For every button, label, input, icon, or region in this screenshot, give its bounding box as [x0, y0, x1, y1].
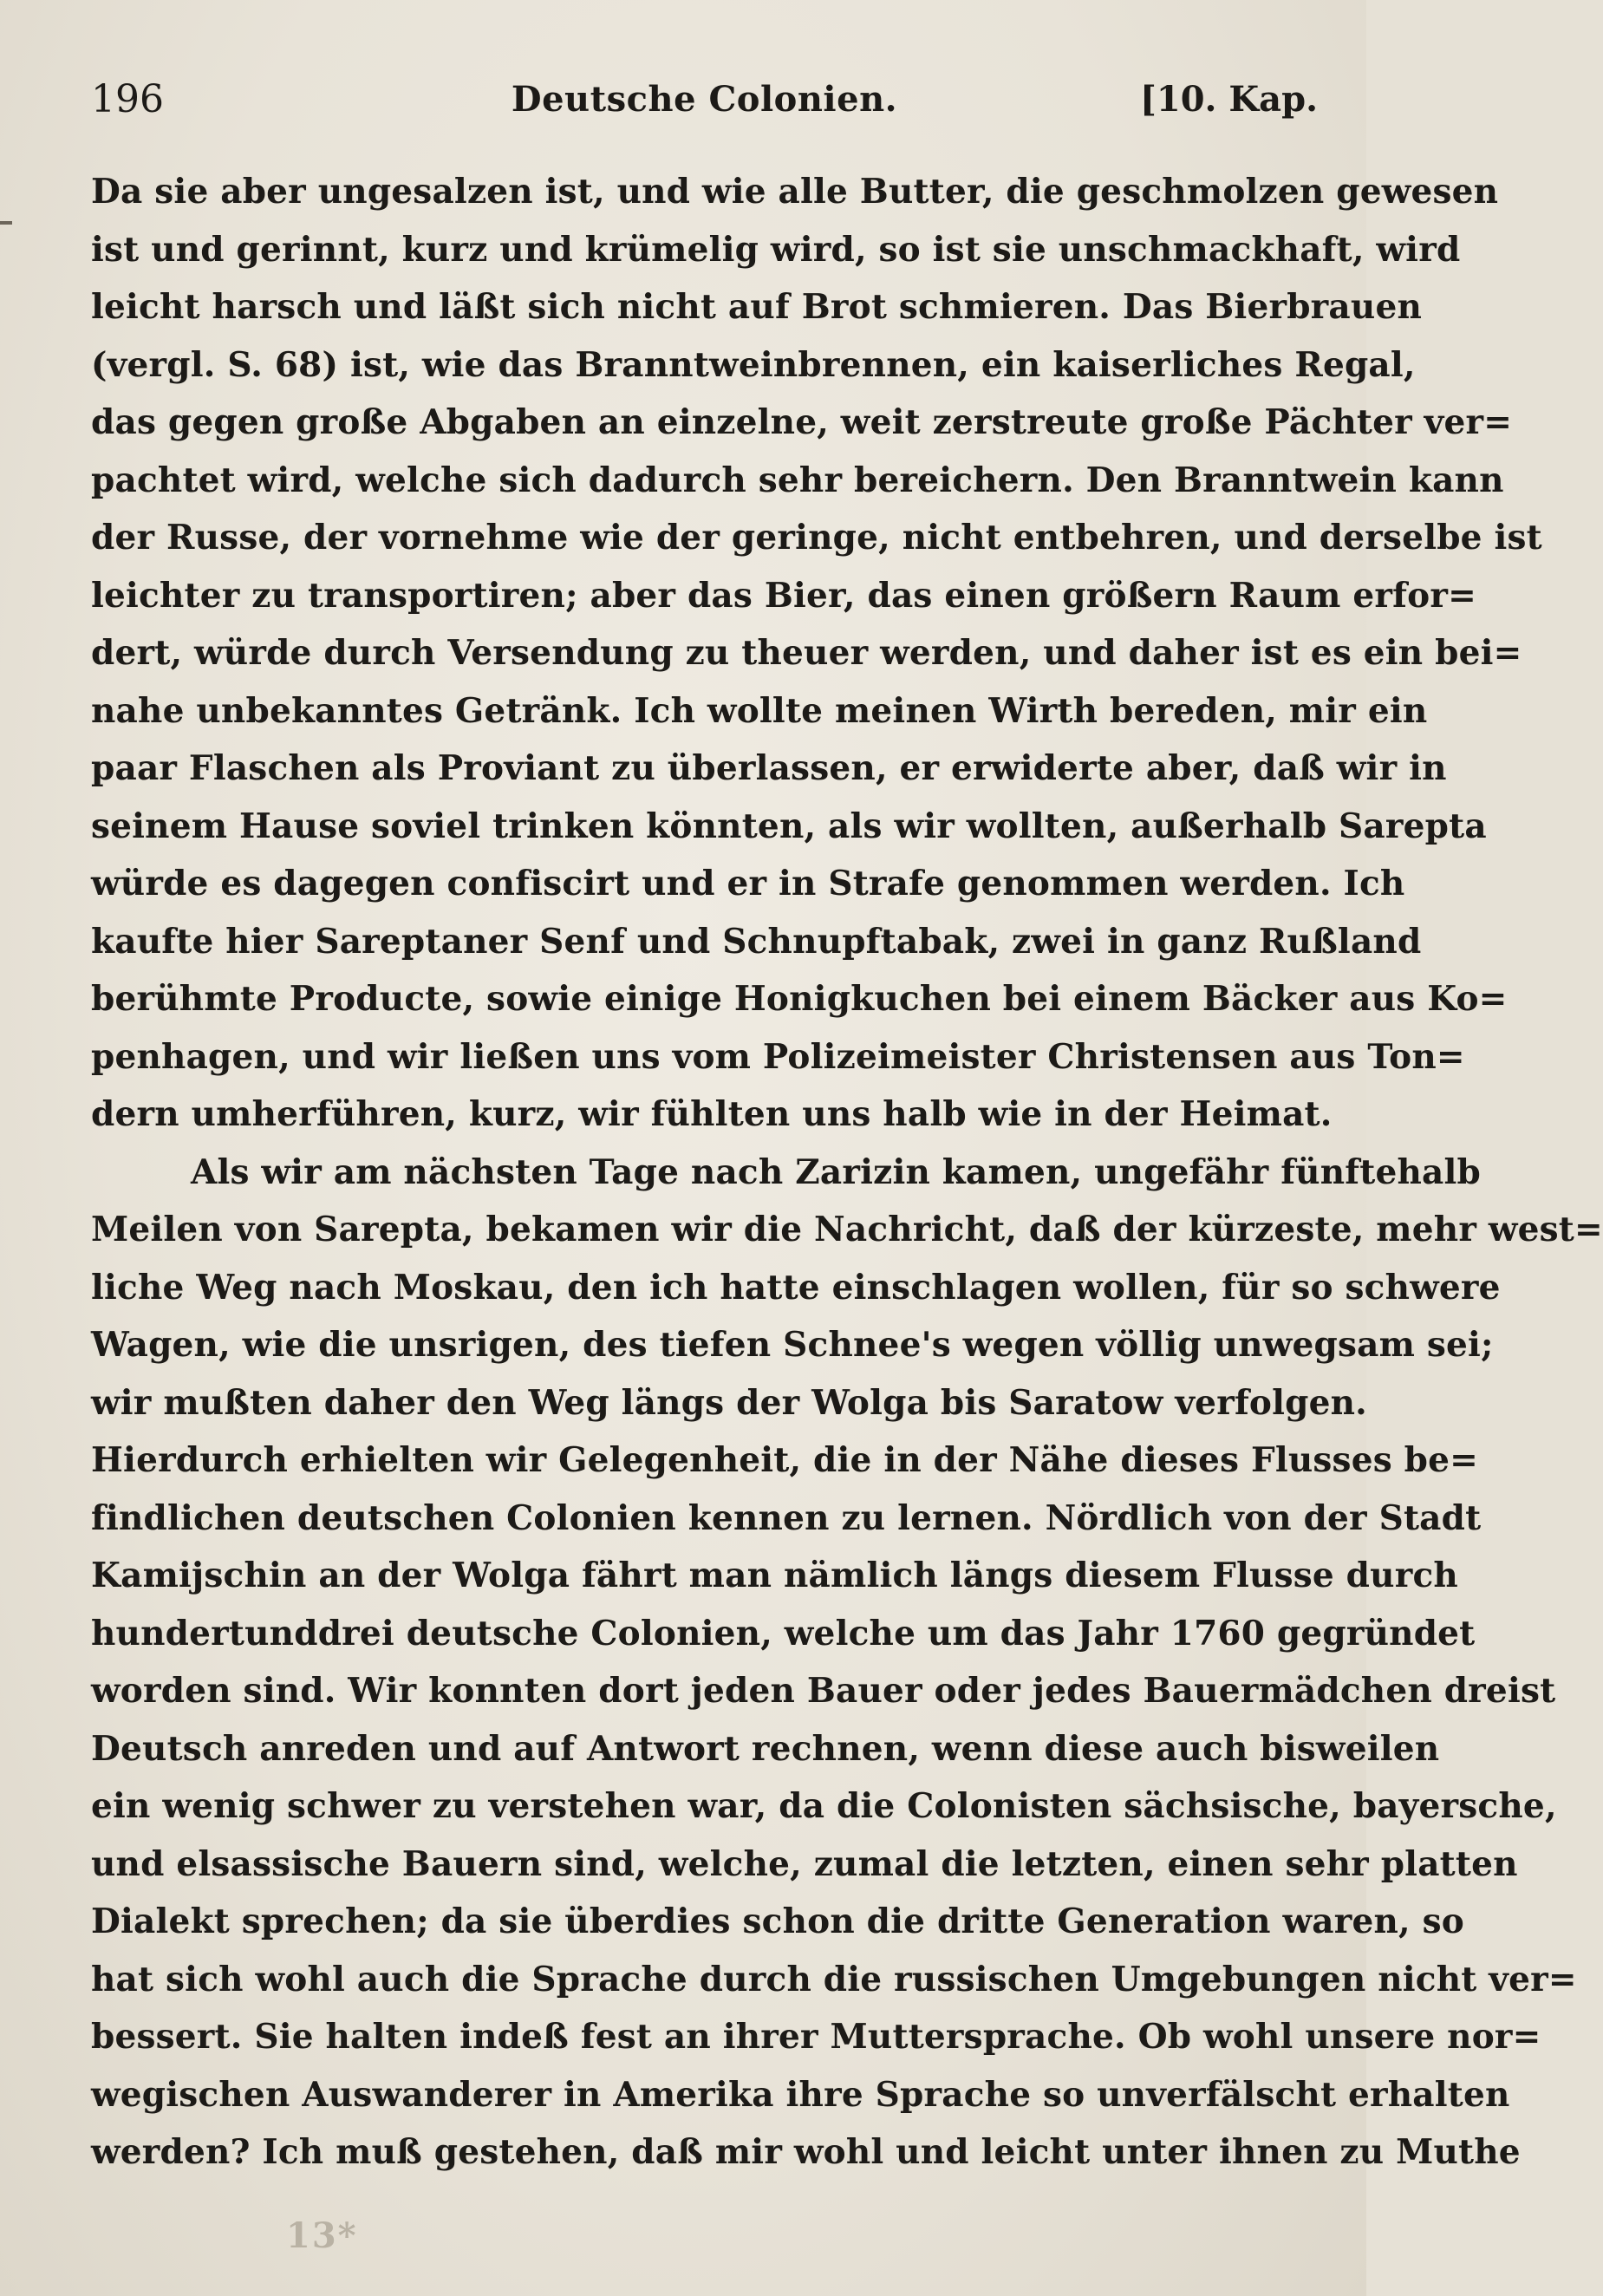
text-line: leicht harsch und läßt sich nicht auf Brot schmieren. Das Bierbrauen [91, 287, 1423, 327]
text-line: leichter zu transportiren; aber das Bier, das einen größern Raum erfor= [91, 575, 1476, 616]
text-line: würde es dagegen confiscirt und er in Strafe genommen werden. Ich [91, 864, 1405, 903]
text-line: findlichen deutschen Colonien kennen zu lernen. Nördlich von der Stadt [91, 1497, 1482, 1538]
text-line: Hierdurch erhielten wir Gelegenheit, die in der Nähe dieses Flusses be= [91, 1440, 1479, 1480]
text-line: das gegen große Abgaben an einzelne, weit zerstreute große Pächter ver= [91, 402, 1513, 442]
chapter-reference: [10. Kap. [1139, 79, 1318, 120]
text-line: hat sich wohl auch die Sprache durch die russischen Umgebungen nicht ver= [91, 1959, 1577, 1999]
text-line: worden sind. Wir konnten dort jeden Bauer oder jedes Bauermädchen dreist [91, 1671, 1556, 1711]
text-line: Deutsch anreden und auf Antwort rechnen, wenn diese auch bisweilen [91, 1728, 1440, 1769]
text-line: liche Weg nach Moskau, den ich hatte einschlagen wollen, für so schwere [91, 1267, 1501, 1308]
text-line: penhagen, und wir ließen uns vom Polizeimeister Christensen aus Ton= [91, 1036, 1465, 1077]
text-line: pachtet wird, welche sich dadurch sehr bereichern. Den Branntwein kann [91, 460, 1504, 500]
margin-mark [0, 221, 12, 225]
text-line: dert, würde durch Versendung zu theuer werden, und daher ist es ein bei= [91, 633, 1522, 673]
text-line: Da sie aber ungesalzen ist, und wie alle Butter, die geschmolzen gewesen [91, 172, 1499, 212]
text-line: der Russe, der vornehme wie der geringe, nicht entbehren, und derselbe ist [91, 518, 1542, 558]
text-line: wegischen Auswanderer in Amerika ihre Sprache so unverfälscht erhalten [91, 2074, 1510, 2115]
text-line: bessert. Sie halten indeß fest an ihrer Muttersprache. Ob wohl unsere nor= [91, 2017, 1541, 2057]
text-line: kaufte hier Sareptaner Senf und Schnupftabak, zwei in ganz Rußland [91, 921, 1422, 962]
text-line: (vergl. S. 68) ist, wie das Branntweinbrennen, ein kaiserliches Regal, [91, 344, 1416, 385]
text-line: seinem Hause soviel trinken könnten, als wir wollten, außerhalb Sarepta [91, 806, 1487, 846]
signature-mark: 13* [286, 2215, 358, 2256]
page-header [91, 74, 1318, 126]
text-line: wir mußten daher den Weg längs der Wolga bis Saratow verfolgen. [91, 1382, 1367, 1423]
text-line: ist und gerinnt, kurz und krümelig wird, so ist sie unschmackhaft, wird [91, 229, 1461, 270]
text-line: dern umherführen, kurz, wir fühlten uns halb wie in der Heimat. [91, 1094, 1333, 1134]
text-line: paar Flaschen als Proviant zu überlassen, er erwiderte aber, daß wir in [91, 748, 1447, 788]
running-title: Deutsche Colonien. [511, 79, 898, 120]
text-line: hundertunddrei deutsche Colonien, welche um das Jahr 1760 gegründet [91, 1613, 1476, 1654]
text-line: Wagen, wie die unsrigen, des tiefen Schnee's wegen völlig unwegsam sei; [91, 1325, 1494, 1365]
text-line: berühmte Producte, sowie einige Honigkuchen bei einem Bäcker aus Ko= [91, 979, 1508, 1019]
text-line: Dialekt sprechen; da sie überdies schon die dritte Generation waren, so [91, 1901, 1464, 1941]
text-line: nahe unbekanntes Getränk. Ich wollte meinen Wirth bereden, mir ein [91, 690, 1428, 731]
text-line: Kamijschin an der Wolga fährt man nämlich längs diesem Flusse durch [91, 1556, 1458, 1595]
text-line: und elsassische Bauern sind, welche, zumal die letzten, einen sehr platten [91, 1843, 1518, 1884]
body-text [91, 163, 1603, 2182]
page-number: 196 [91, 77, 164, 121]
text-line: ein wenig schwer zu verstehen war, da die Colonisten sächsische, bayersche, [91, 1786, 1557, 1826]
text-line: werden? Ich muß gestehen, daß mir wohl und leicht unter ihnen zu Muthe [91, 2132, 1521, 2172]
text-line: Als wir am nächsten Tage nach Zarizin kamen, ungefähr fünftehalb [191, 1151, 1482, 1192]
text-line: Meilen von Sarepta, bekamen wir die Nachricht, daß der kürzeste, mehr west= [91, 1210, 1603, 1249]
